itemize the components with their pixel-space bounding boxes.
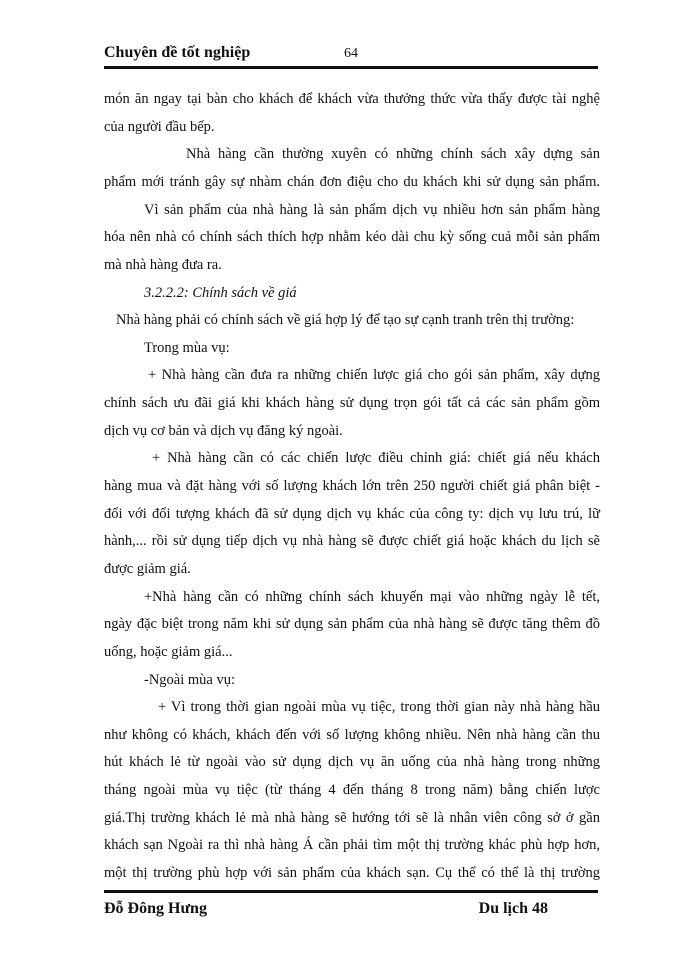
text-line: Nhà hàng cần thường xuyên có những chính sách xây dựng sản	[186, 146, 600, 162]
text-line: -Ngoài mùa vụ:	[144, 672, 236, 688]
text-line: + Vì trong thời gian ngoài mùa vụ tiệc, trong thời gian này nhà hàng hầu	[158, 699, 600, 715]
text-line: một thị trường phù hợp với sản phẩm của khách sạn. Cụ thể có thể là thị trường	[104, 865, 600, 881]
page-number: 64	[344, 46, 358, 61]
text-line: đối với đối tượng khách đã sử dụng dịch vụ khác của công ty: dịch vụ lưu trú, lữ	[104, 506, 600, 522]
text-line: + Nhà hàng cần có các chiến lược điều chỉnh giá: chiết giá nếu khách	[152, 450, 600, 466]
text-line: + Nhà hàng cần đưa ra những chiến lược giá cho gói sản phẩm, xây dựng	[148, 367, 600, 383]
text-line: phẩm mới tránh gây sự nhàm chán đơn điệu cho du khách khi sử dụng sản phẩm.	[104, 174, 600, 190]
text-line: như không có khách, khách đến với số lượng không nhiều. Nên nhà hàng cần thu	[104, 727, 600, 743]
text-line: hút khách lẻ từ ngoài vào sử dụng dịch vụ ăn uống của nhà hàng trong những	[104, 754, 600, 770]
text-line: Trong mùa vụ:	[144, 340, 230, 356]
footer-course: Du lịch 48	[478, 900, 548, 917]
text-line: Vì sản phẩm của nhà hàng là sản phẩm dịch vụ nhiều hơn sản phẩm hàng	[144, 202, 600, 218]
text-line: giá.Thị trường khách lẻ mà nhà hàng sẽ hướng tới sẽ là nhân viên công sở ở gần	[104, 810, 600, 826]
text-line: +Nhà hàng cần có những chính sách khuyến mại vào những ngày lễ tết,	[144, 589, 600, 605]
text-line: hàng mua và đặt hàng với số lượng khách lớn trên 250 người chiết giá phân biệt -	[104, 478, 600, 494]
text-line: được giảm giá.	[104, 561, 191, 577]
header-divider	[104, 66, 598, 69]
text-line: món ăn ngay tại bàn cho khách để khách vừa thưởng thức vừa thấy được tài nghệ	[104, 91, 600, 107]
text-line: hành,... rồi sử dụng tiếp dịch vụ nhà hàng sẽ được chiết giá hoặc khách du lịch sẽ	[104, 533, 600, 549]
text-line: chính sách ưu đãi giá khi khách hàng sử dụng trọn gói tất cả các sản phẩm gồm	[104, 395, 600, 411]
text-line: hóa nên nhà có chính sách thích hợp nhằm kéo dài chu kỳ sống cuả mỗi sản phẩm	[104, 229, 600, 245]
text-line: dịch vụ cơ bản và dịch vụ đăng ký ngoài.	[104, 423, 343, 439]
text-line: ngày đặc biệt trong năm khi sử dụng sản phẩm của nhà hàng sẽ được tăng thêm đồ	[104, 616, 600, 632]
footer-divider	[104, 890, 598, 893]
text-line: khách sạn Ngoài ra thì nhà hàng Á cần phải tìm một thị trường khác phù hợp hơn,	[104, 837, 600, 853]
section-heading: 3.2.2.2: Chính sách về giá	[144, 285, 297, 301]
text-line: uống, hoặc giảm giá...	[104, 644, 233, 660]
text-line: mà nhà hàng đưa ra.	[104, 257, 222, 273]
header-title: Chuyên đề tốt nghiệp	[104, 44, 251, 61]
text-line: tháng ngoài mùa vụ tiệc (từ tháng 4 đến tháng 8 trong năm) bằng chiến lược	[104, 782, 600, 798]
text-line: Nhà hàng phải có chính sách về giá hợp lý để tạo sự cạnh tranh trên thị trường:	[116, 312, 575, 328]
footer-author: Đỗ Đông Hưng	[104, 900, 207, 917]
text-line: của người đầu bếp.	[104, 119, 215, 135]
